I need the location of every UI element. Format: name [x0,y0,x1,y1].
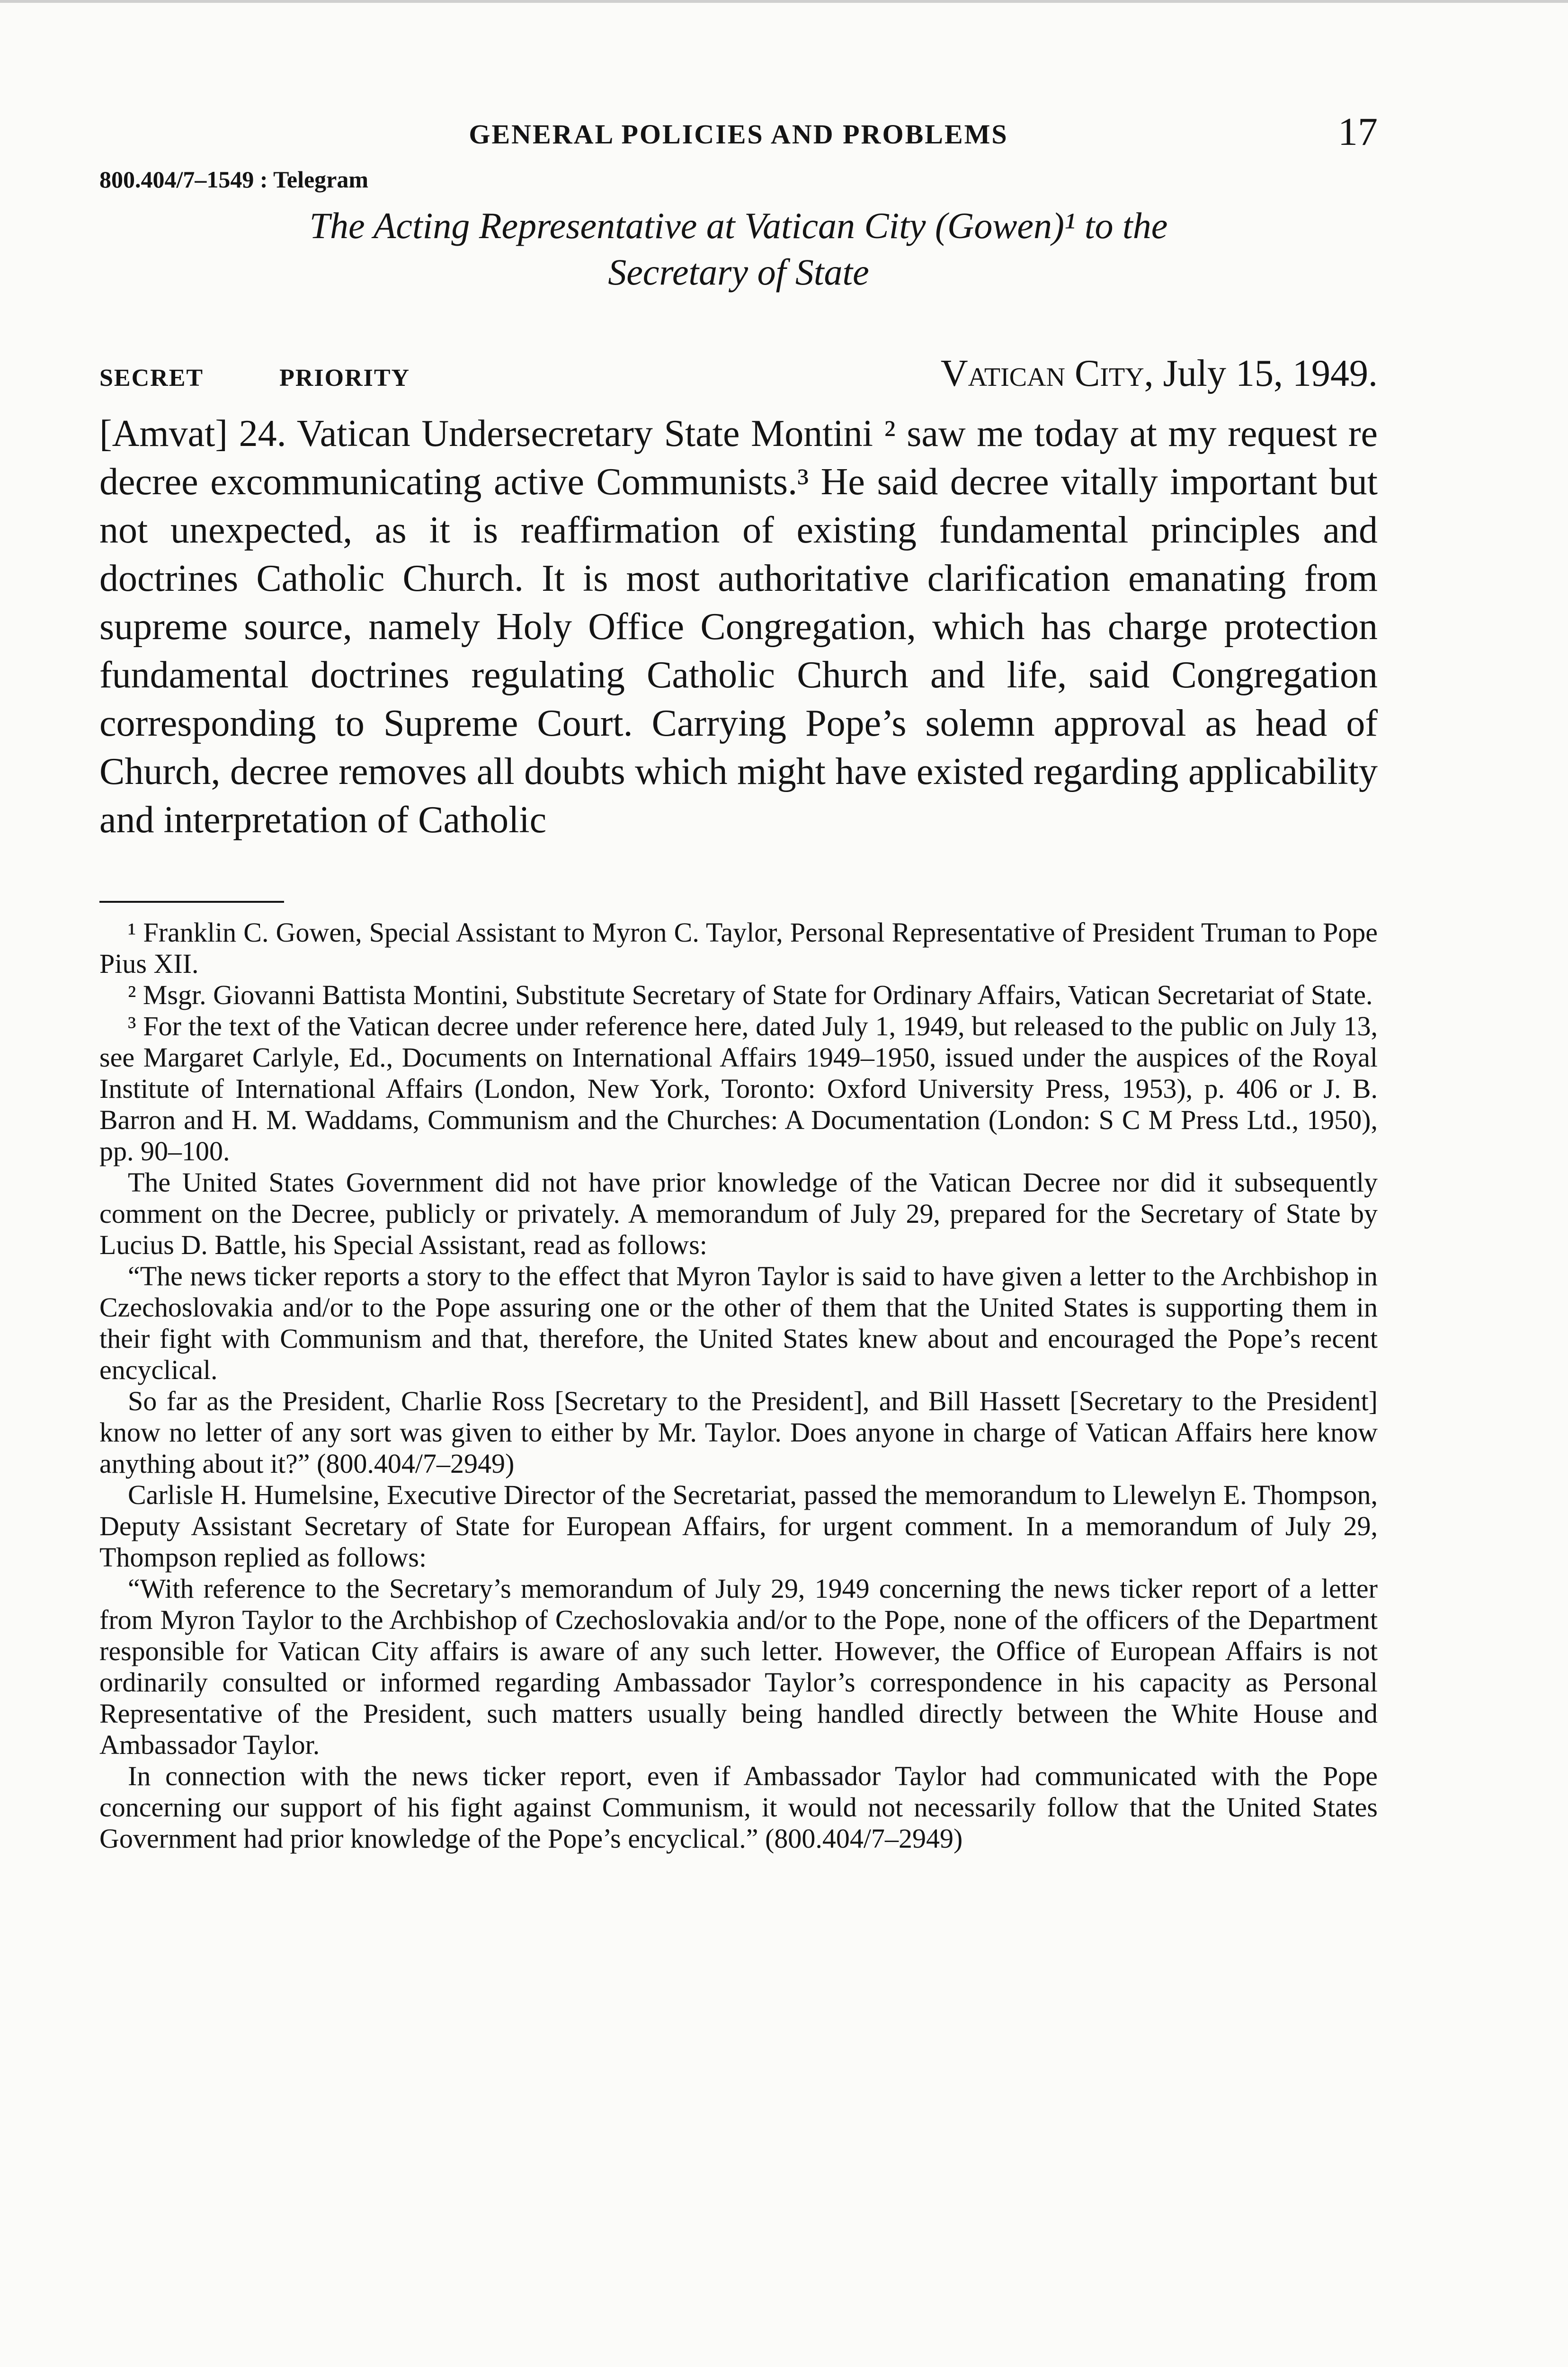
dateline-date: , July 15, 1949. [1144,353,1378,394]
footnote-1: ¹ Franklin C. Gowen, Special Assistant to Myron C. Taylor, Personal Representative of President Truman to Pope Pius XII. [99,917,1378,979]
footnote-3-quote-2: So far as the President, Charlie Ross [Secretary to the President], and Bill Hassett [Secretary to the President] know no letter of any sort was given to either by Mr. Taylor. Does anyone in charge of Vatican Affairs here know anything about it?” (800.404/7–2949) [99,1386,1378,1479]
page-number: 17 [1338,110,1378,154]
footnote-3: ³ For the text of the Vatican decree under reference here, dated July 1, 1949, but released to the public on July 13, see Margaret Carlyle, Ed., Documents on International Affairs 1949–1950, issued under the auspices of the Royal Institute of International Affairs (London, New York, Toronto: Oxford University Press, 1953), p. 406 or J. B. Barron and H. M. Waddams, Communism and the Churches: A Documentation (London: S C M Press Ltd., 1950), pp. 90–100. [99,1011,1378,1166]
footnote-separator [99,901,284,903]
heading-line-2: Secretary of State [608,251,869,293]
footnotes [99,917,1378,1854]
footnote-2: ² Msgr. Giovanni Battista Montini, Substitute Secretary of State for Ordinary Affairs, Vatican Secretariat of State. [128,979,1373,1010]
footnote-3-quote-3: “With reference to the Secretary’s memorandum of July 29, 1949 concerning the news ticker report of a letter from Myron Taylor to the Archbishop of Czechoslovakia and/or to the Pope, none of the officers of the Department responsible for Vatican City affairs is aware of any such letter. However, the Office of European Affairs is not ordinarily consulted or informed regarding Ambassador Taylor’s correspondence in his capacity as Personal Representative of the President, such matters usually being handled directly between the White House and Ambassador Taylor. [99,1573,1378,1760]
telegram-body: [Amvat] 24. Vatican Undersecretary State Montini ² saw me today at my request re decree excommunicating active Communists.³ He said decree vitally important but not unexpected, as it is reaffirmation of existing fundamental principles and doctrines Catholic Church. It is most authoritative clarification emanating from supreme source, namely Holy Office Congregation, which has charge protection fundamental doctrines regulating Catholic Church and life, said Congregation corresponding to Supreme Court. Carrying Pope’s solemn approval as head of Church, decree removes all doubts which might have existed regarding applicability and interpretation of Catholic [99,413,1378,841]
document-heading [99,203,1378,295]
dateline [941,352,1378,395]
running-title: GENERAL POLICIES AND PROBLEMS [469,119,1008,150]
footnote-3-paragraph-2: Carlisle H. Humelsine, Executive Director of the Secretariat, passed the memorandum to Llewelyn E. Thompson, Deputy Assistant Secretary of State for European Affairs, for urgent comment. In a memorandum of July 29, Thompson replied as follows: [99,1479,1378,1573]
file-reference: 800.404/7–1549 : Telegram [99,166,369,193]
classification-markings [99,364,410,392]
running-header [99,109,1378,166]
footnote-3-paragraph-1: The United States Government did not have prior knowledge of the Vatican Decree nor did it subsequently comment on the Decree, publicly or privately. A memorandum of July 29, prepared for the Secretary of State by Lucius D. Battle, his Special Assistant, read as follows: [99,1167,1378,1260]
classification-dateline-row [99,352,1378,395]
footnote-3-quote-1: “The news ticker reports a story to the effect that Myron Taylor is said to have given a letter to the Archbishop in Czechoslovakia and/or to the Pope assuring one or the other of them that the United States is supporting them in their fight with Communism and that, therefore, the United States knew about and encouraged the Pope’s recent encyclical. [99,1261,1378,1385]
footnote-3-quote-4: In connection with the news ticker report, even if Ambassador Taylor had communicated with the Pope concerning our support of his fight against Communism, it would not necessarily follow that the United States Government had prior knowledge of the Pope’s encyclical.” (800.404/7–2949) [99,1761,1378,1854]
document-page [99,109,1378,1854]
heading-line-1: The Acting Representative at Vatican City (Gowen)¹ to the [309,205,1168,246]
classification-priority: PRIORITY [279,365,410,392]
classification-secret: SECRET [99,365,204,392]
dateline-place: Vatican City [940,353,1144,394]
top-border-rule [0,0,1568,3]
